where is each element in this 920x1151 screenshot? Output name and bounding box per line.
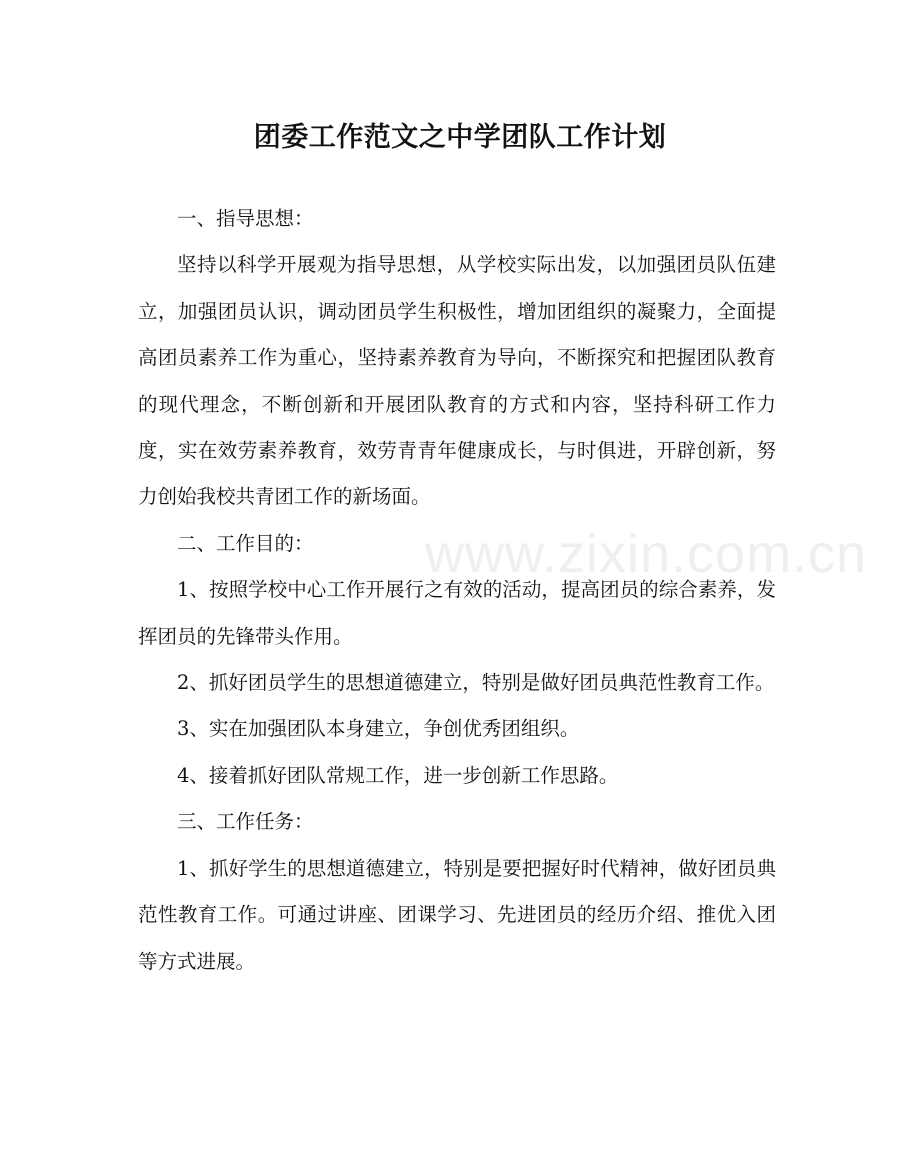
section-heading-guiding-thought: 一、指导思想： [177, 207, 314, 230]
section-heading-work-tasks: 三、工作任务： [177, 810, 314, 834]
goal-item-4: 4、接着抓好团队常规工作，进一步创新工作思路。 [177, 763, 619, 787]
goal-item-1: 1、按照学校中心工作开展行之有效的活动，提高团员的综合素养，发挥团员的先锋带头作用。 [138, 578, 776, 648]
goal-item-2: 2、抓好团员学生的思想道德建立，特别是做好团员典范性教育工作。 [177, 671, 775, 695]
watermark: www.zixin.com.cn [425, 524, 868, 584]
paragraph-guiding-thought: 坚持以科学开展观为指导思想，从学校实际出发，以加强团员队伍建立，加强团员认识，调动团员学生积极性，增加团组织的凝聚力，全面提高团员素养工作为重心，坚持素养教育为导向，不断探究和把握团队教育的现代理念，不断创新和开展团队教育的方式和内容，坚持科研工作力度，实在效劳素养教育，效劳青青年健康成长，与时俱进，开辟创新，努力创始我校共青团工作的新场面。 [138, 253, 776, 509]
document-title: 团委工作范文之中学团队工作计划 [253, 122, 667, 153]
section-heading-work-goals: 二、工作目的： [177, 531, 314, 555]
goal-item-3: 3、实在加强团队本身建立，争创优秀团组织。 [177, 717, 580, 741]
task-item-1: 1、抓好学生的思想道德建立，特别是要把握好时代精神，做好团员典范性教育工作。可通过讲座、团课学习、先进团员的经历介绍、推优入团等方式进展。 [138, 856, 776, 973]
document-body [138, 196, 776, 985]
